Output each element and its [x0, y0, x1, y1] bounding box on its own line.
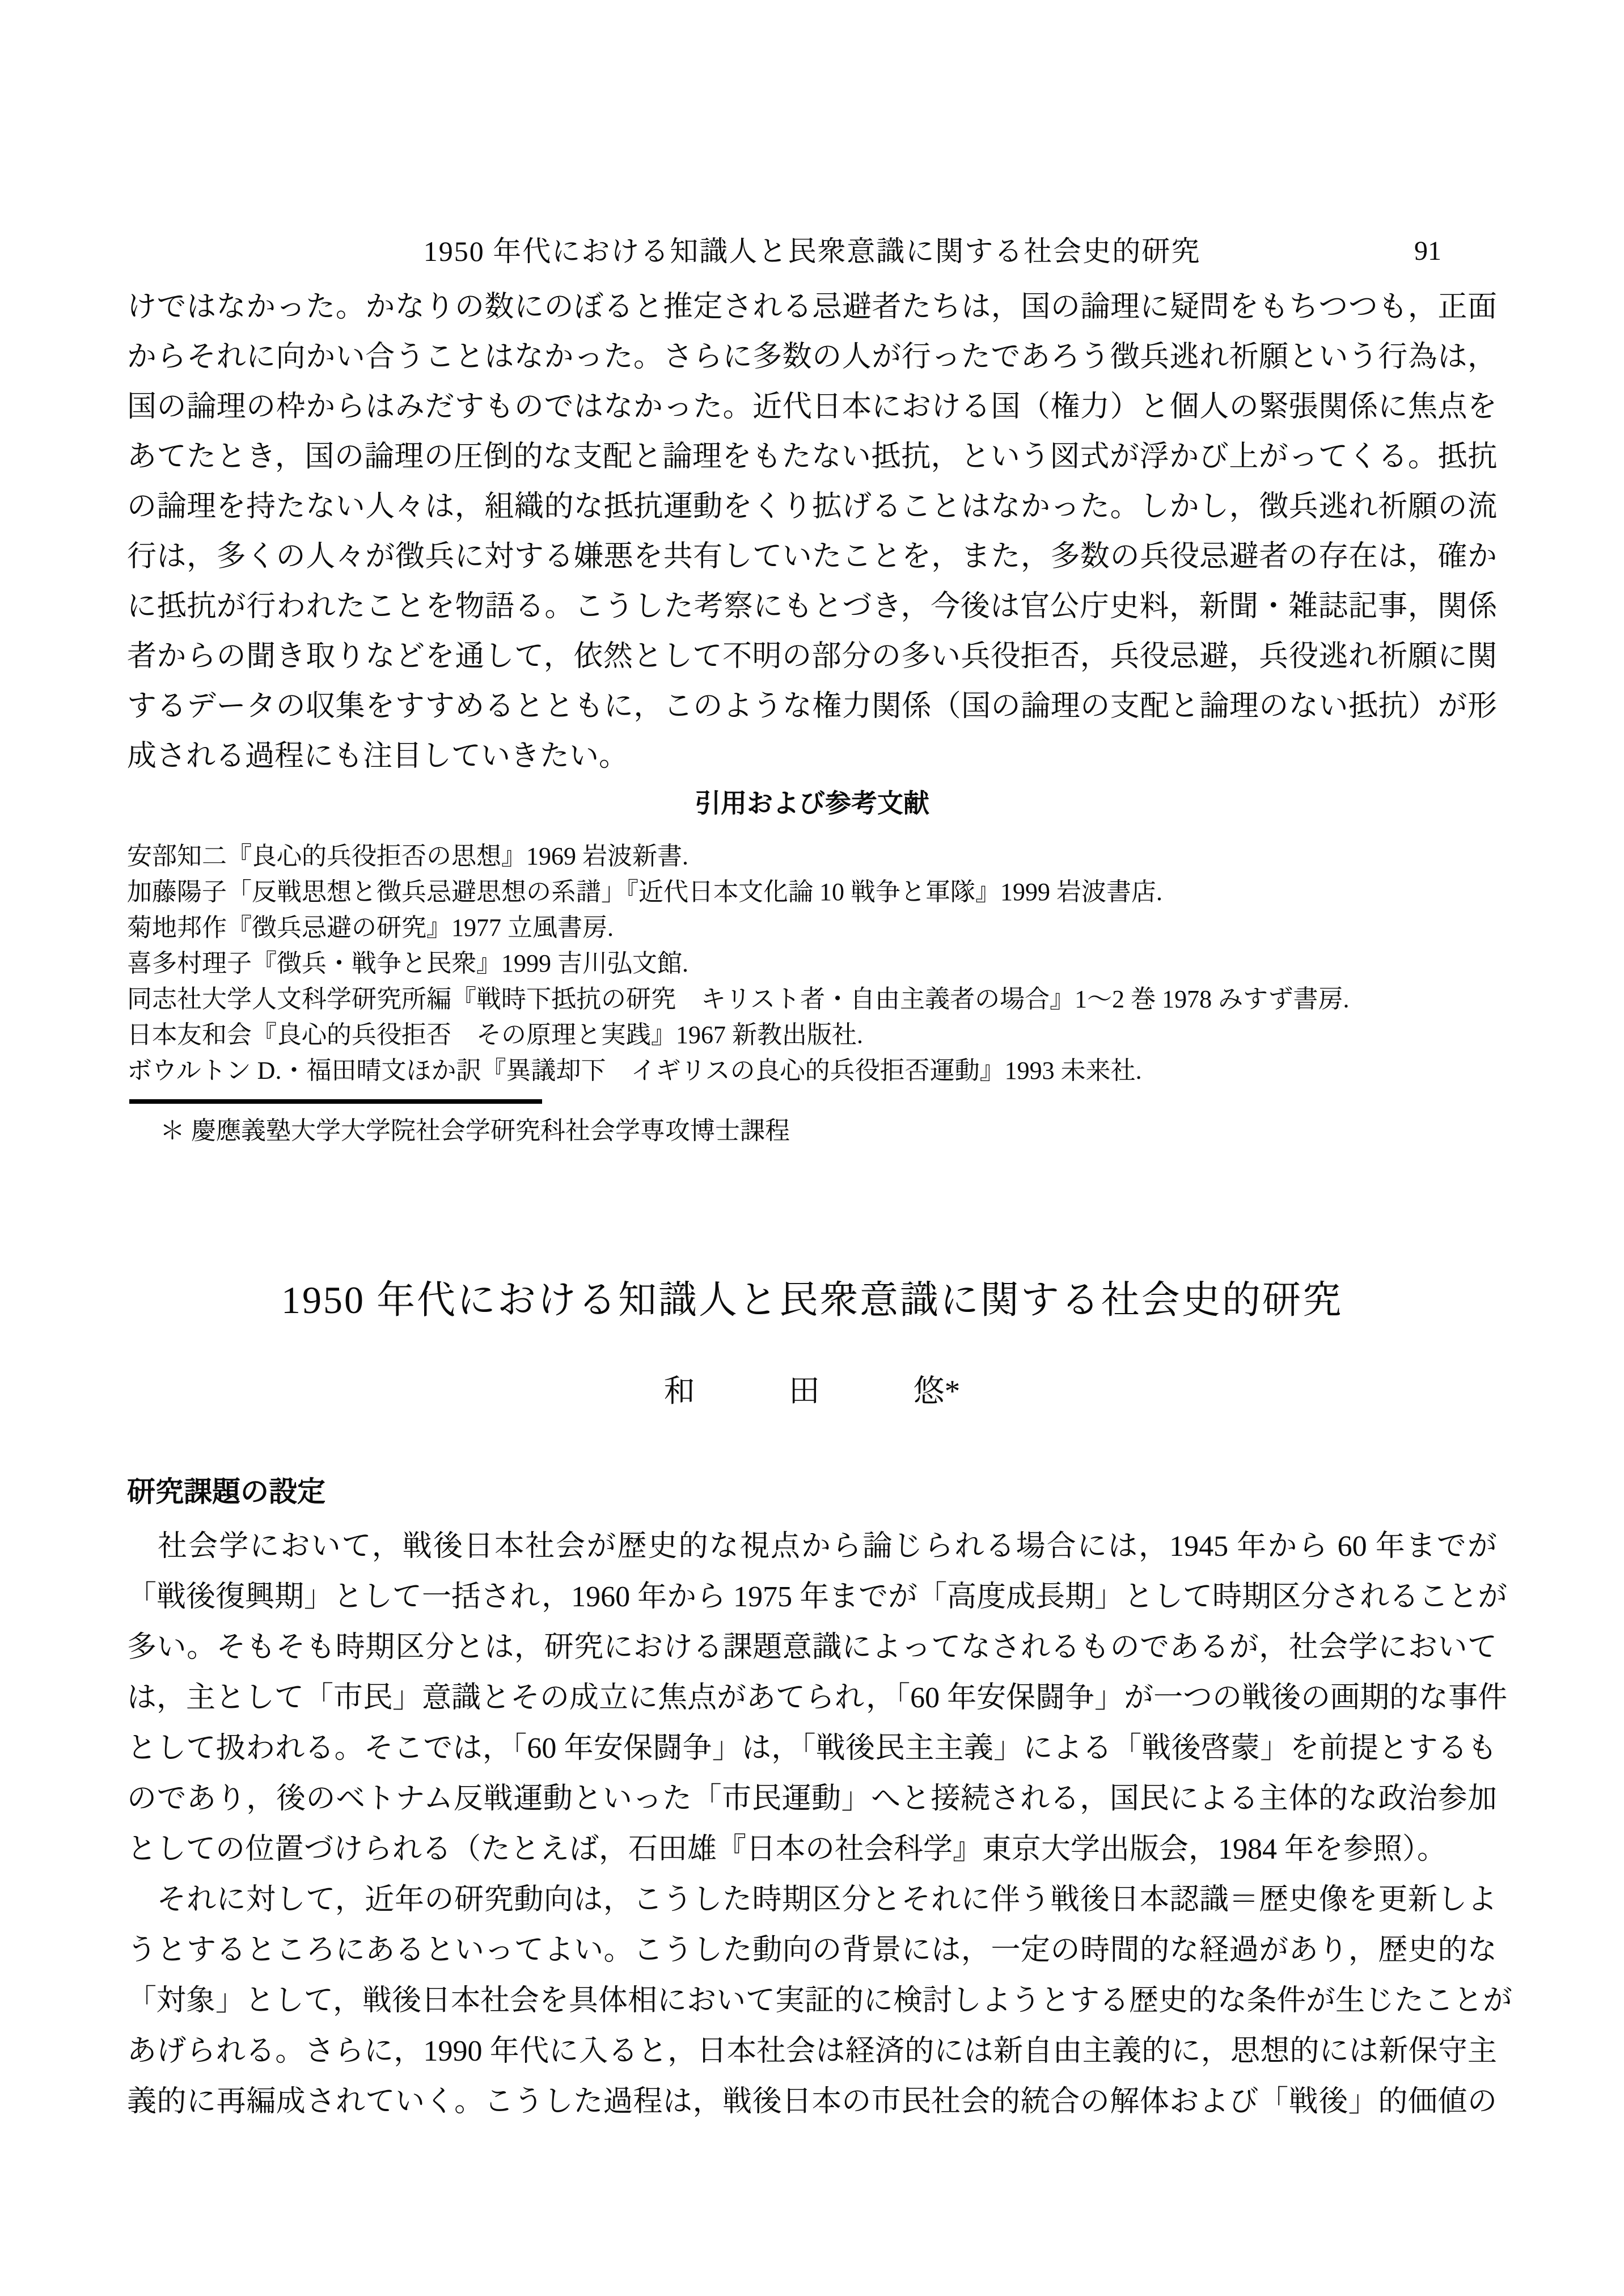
body-text-line: 多い。そもそも時期区分とは，研究における課題意識によってなされるものであるが，社会学において: [127, 1631, 1497, 1664]
footnote-separator: [129, 1099, 542, 1104]
body-text-line: 行は，多くの人々が徴兵に対する嫌悪を共有していたことを，また，多数の兵役忌避者の存在は，確か: [127, 541, 1497, 573]
page-number: 91: [1414, 236, 1441, 266]
article-paragraph-1: [127, 1521, 1508, 1875]
body-text-line: けではなかった。かなりの数にのぼると推定される忌避者たちは，国の論理に疑問をもちつつも，正面: [127, 291, 1497, 323]
references-heading: 引用および参考文献: [695, 788, 929, 818]
body-text-line: あてたとき，国の論理の圧倒的な支配と論理をもたない抵抗，という図式が浮かび上がってくる。抵抗: [127, 441, 1497, 473]
body-text-line: うとするところにあるといってよい。こうした動向の背景には，一定の時間的な経過があり，歴史的な: [127, 1934, 1497, 1966]
reference-entry: ボウルトン D.・福田晴文ほか訳『異議却下 イギリスの良心的兵役拒否運動』1993 未来社.: [127, 1057, 1142, 1084]
body-text-line: の論理を持たない人々は，組織的な抵抗運動をくり拡げることはなかった。しかし，徴兵逃れ祈願の流: [127, 491, 1497, 523]
references-list: [127, 838, 1511, 1088]
body-text-line: は，主として「市民」意識とその成立に焦点があてられ，「60 年安保闘争」が一つの戦後の画期的な事件: [127, 1682, 1508, 1714]
section-heading: 研究課題の設定: [127, 1476, 325, 1508]
running-header-title: 1950 年代における知識人と民衆意識に関する社会史的研究: [423, 235, 1201, 267]
running-header: [0, 234, 1624, 269]
body-text-line: 成される過程にも注目していきたい。: [127, 740, 629, 773]
reference-entry: 日本友和会『良心的兵役拒否 その原理と実践』1967 新教出版社.: [127, 1021, 863, 1049]
author-affiliation-footnote: ＊ 慶應義塾大学大学院社会学研究科社会学専攻博士課程: [160, 1117, 790, 1145]
body-text-line: 社会学において，戦後日本社会が歴史的な視点から論じられる場合には，1945 年から 60 年までが: [127, 1530, 1497, 1563]
body-text-line: 国の論理の枠からはみだすものではなかった。近代日本における国（権力）と個人の緊張関係に焦点を: [127, 391, 1497, 423]
body-text-line: からそれに向かい合うことはなかった。さらに多数の人が行ったであろう徴兵逃れ祈願という行為は，: [127, 341, 1497, 373]
reference-entry: 菊地邦作『徴兵忌避の研究』1977 立風書房.: [127, 914, 614, 942]
body-text-line: あげられる。さらに，1990 年代に入ると，日本社会は経済的には新自由主義的に，思想的には新保守主: [127, 2035, 1497, 2067]
body-text-line: 「対象」として，戦後日本社会を具体相において実証的に検討しようとする歴史的な条件が生じたことが: [127, 1985, 1512, 2017]
closing-paragraph: [127, 282, 1497, 782]
body-text-line: するデータの収集をすすめるとともに，このような権力関係（国の論理の支配と論理のない抵抗）が形: [127, 690, 1497, 723]
reference-entry: 加藤陽子「反戦思想と徴兵忌避思想の系譜」『近代日本文化論 10 戦争と軍隊』1999 岩波書店.: [127, 878, 1162, 906]
article-title: 1950 年代における知識人と民衆意識に関する社会史的研究: [281, 1278, 1343, 1322]
reference-entry: 同志社大学人文科学研究所編『戦時下抵抗の研究 キリスト者・自由主義者の場合』1～2 巻 1978 みすず書房.: [127, 985, 1350, 1013]
body-text-line: として扱われる。そこでは，「60 年安保闘争」は，「戦後民主主義」による「戦後啓蒙」を前提とするも: [127, 1732, 1497, 1765]
body-text-line: 者からの聞き取りなどを通して，依然として不明の部分の多い兵役拒否，兵役忌避，兵役逃れ祈願に関: [127, 640, 1497, 673]
body-text-line: に抵抗が行われたことを物語る。こうした考察にもとづき，今後は官公庁史料，新聞・雑誌記事，関係: [127, 590, 1497, 623]
article-author: 和 田 悠*: [663, 1374, 961, 1408]
article-paragraph-2: [127, 1875, 1512, 2127]
body-text-line: 義的に再編成されていく。こうした過程は，戦後日本の市民社会的統合の解体および「戦後」的価値の: [127, 2086, 1497, 2118]
reference-entry: 安部知二『良心的兵役拒否の思想』1969 岩波新書.: [127, 842, 688, 870]
body-text-line: のであり，後のベトナム反戦運動といった「市民運動」へと接続される，国民による主体的な政治参加: [127, 1783, 1497, 1815]
body-text-line: としての位置づけられる（たとえば，石田雄『日本の社会科学』東京大学出版会，1984 年を参照）。: [127, 1833, 1447, 1865]
body-text-line: 「戦後復興期」として一括され，1960 年から 1975 年までが「高度成長期」として時期区分されることが: [127, 1581, 1508, 1613]
body-text-line: それに対して，近年の研究動向は，こうした時期区分とそれに伴う戦後日本認識＝歴史像を更新しよ: [127, 1884, 1497, 1916]
reference-entry: 喜多村理子『徴兵・戦争と民衆』1999 吉川弘文館.: [127, 949, 688, 977]
